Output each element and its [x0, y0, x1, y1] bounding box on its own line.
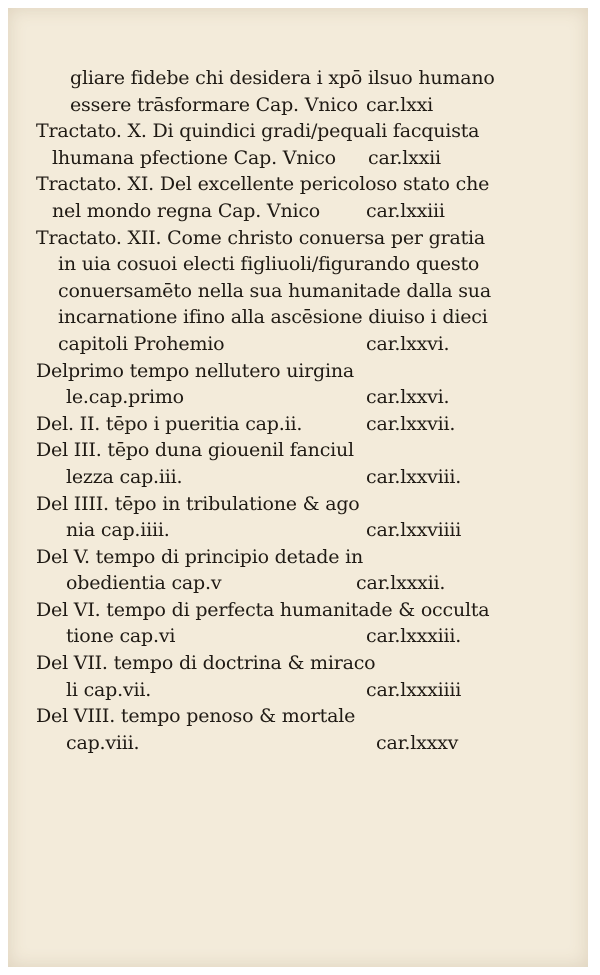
toc-line: [8, 517, 588, 544]
toc-entry-text: Tractato. XII. Come christo conuersa per gratia: [36, 226, 486, 249]
toc-line: [8, 730, 588, 757]
toc-line: [8, 198, 588, 225]
toc-line: [8, 411, 588, 438]
toc-line: [8, 145, 588, 172]
toc-line: [8, 544, 588, 571]
toc-line: [8, 623, 588, 650]
toc-entry-text: cap.viii.: [66, 731, 140, 754]
folio-reference: car.lxxxiii.: [366, 625, 462, 648]
toc-line: [8, 171, 588, 198]
toc-line: [8, 384, 588, 411]
toc-entry-text: essere trāsformare Cap. Vnico: [70, 93, 358, 116]
toc-line: [8, 677, 588, 704]
folio-reference: car.lxxxii.: [356, 572, 446, 595]
folio-reference: car.lxxxiiii: [366, 678, 462, 701]
toc-entry-text: Del VII. tempo di doctrina & miraco: [36, 652, 376, 675]
book-page: [8, 8, 588, 967]
folio-reference: car.lxxxv: [376, 731, 459, 754]
toc-line: [8, 304, 588, 331]
toc-entry-text: capitoli Prohemio: [58, 332, 225, 355]
toc-entry-text: Tractato. X. Di quindici gradi/pequali facquista: [36, 120, 480, 143]
folio-reference: car.lxxi: [366, 93, 433, 116]
folio-reference: car.lxxvi.: [366, 332, 450, 355]
toc-entry-text: lhumana pfectione Cap. Vnico: [52, 146, 336, 169]
folio-reference: car.lxxviii.: [366, 465, 462, 488]
folio-reference: car.lxxii: [368, 146, 441, 169]
toc-line: [8, 92, 588, 119]
toc-line: [8, 491, 588, 518]
toc-entry-text: gliare fidebe chi desidera i xpō ilsuo humano: [70, 67, 495, 89]
toc-entry-text: Tractato. XI. Del excellente pericoloso stato che: [36, 173, 490, 196]
toc-line: [8, 464, 588, 491]
toc-entry-text: Del VI. tempo di perfecta humanitade & occulta: [36, 598, 490, 621]
toc-line: [8, 278, 588, 305]
toc-entry-text: Del V. tempo di principio detade in: [36, 545, 364, 568]
toc-entry-text: Del IIII. tēpo in tribulatione & ago: [36, 492, 360, 515]
toc-line: [8, 597, 588, 624]
toc-entry-text: conuersamēto nella sua humanitade dalla sua: [58, 279, 491, 302]
table-of-contents: [8, 65, 588, 756]
toc-line: [8, 358, 588, 385]
folio-reference: car.lxxiii: [366, 199, 445, 222]
folio-reference: car.lxxvii.: [366, 412, 456, 435]
toc-line: [8, 437, 588, 464]
toc-entry-text: nia cap.iiii.: [66, 519, 170, 542]
toc-entry-text: Del III. tēpo duna giouenil fanciul: [36, 439, 354, 462]
toc-entry-text: nel mondo regna Cap. Vnico: [52, 199, 321, 222]
toc-line: [8, 251, 588, 278]
folio-reference: car.lxxviiii: [366, 519, 462, 542]
toc-entry-text: incarnatione ifino alla ascēsione diuiso i dieci: [58, 306, 488, 329]
toc-entry-text: le.cap.primo: [66, 386, 184, 409]
toc-entry-text: Delprimo tempo nellutero uirgina: [36, 359, 355, 382]
toc-entry-text: in uia cosuoi electi figliuoli/figurando questo: [58, 253, 480, 276]
toc-entry-text: Del. II. tēpo i pueritia cap.ii.: [36, 412, 303, 435]
toc-entry-text: obedientia cap.v: [66, 572, 222, 595]
toc-line: [8, 703, 588, 730]
toc-line: [8, 650, 588, 677]
toc-line: [8, 331, 588, 358]
toc-entry-text: lezza cap.iii.: [66, 465, 183, 488]
toc-entry-text: li cap.vii.: [66, 678, 152, 701]
toc-line: [8, 570, 588, 597]
toc-line: [8, 118, 588, 145]
folio-reference: car.lxxvi.: [366, 386, 450, 409]
toc-entry-text: Del VIII. tempo penoso & mortale: [36, 705, 356, 728]
toc-entry-text: tione cap.vi: [66, 625, 176, 648]
toc-line: [8, 225, 588, 252]
toc-line: [8, 65, 588, 92]
